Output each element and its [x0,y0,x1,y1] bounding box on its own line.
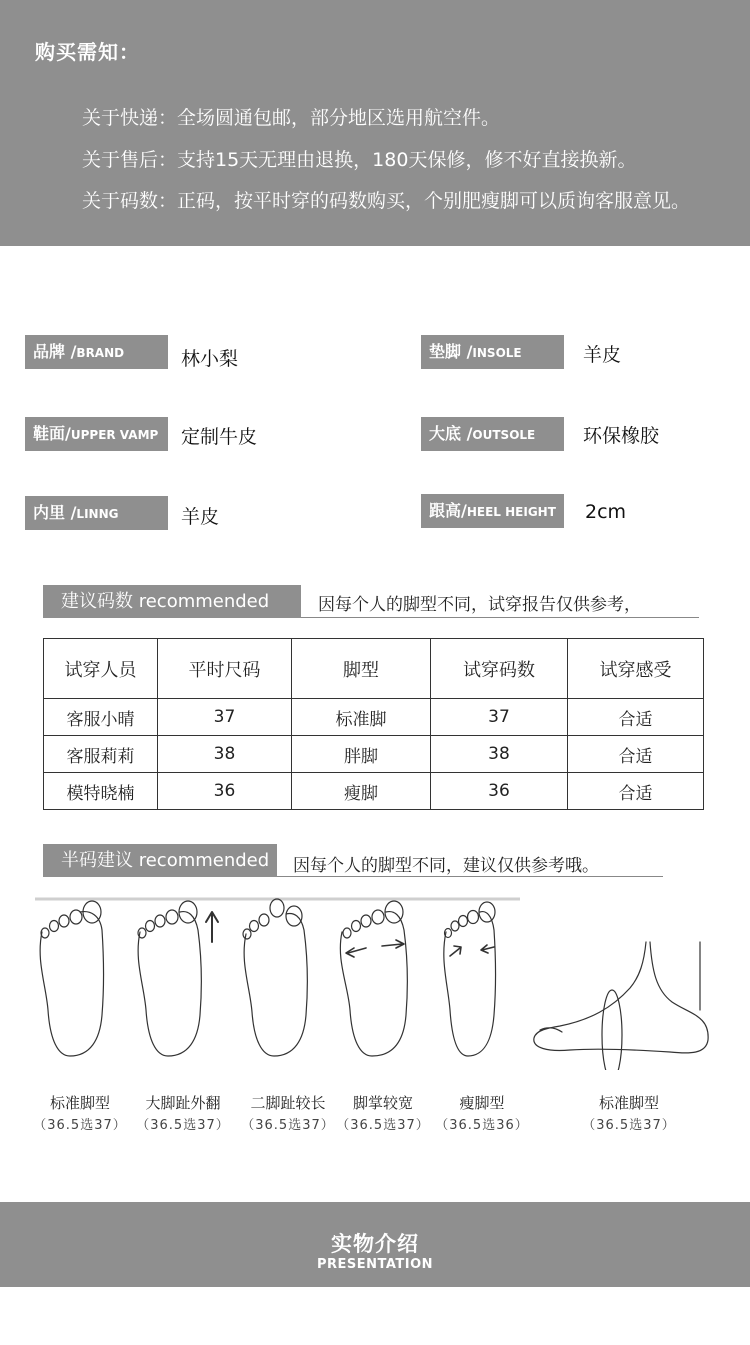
foot-outline-icon [243,899,307,1056]
spec-label-insole: 垫脚 /INSOLE [421,335,564,369]
notice-after-sales: 关于售后：支持15天无理由退换，180天保修，修不好直接换新。 [82,149,637,171]
table-cell: 37 [158,699,292,736]
presentation-banner [0,1202,750,1287]
foot-size-advice: （36.5选37） [241,1118,335,1133]
recommend-note: 因每个人的脚型不同，试穿报告仅供参考， [318,595,641,615]
foot-size-advice: （36.5选37） [582,1118,676,1133]
spec-label-brand: 品牌 /BRAND [25,335,168,369]
foot-caption: 脚掌较宽 [352,1094,413,1112]
half-size-underline [277,876,663,877]
spec-value-lining: 羊皮 [181,506,220,528]
spec-label-lining: 内里 /LINNG [25,496,168,530]
purchase-notice [0,0,750,246]
table-row [44,736,704,773]
table-cell: 36 [431,773,568,810]
spec-value-outsole: 环保橡胶 [583,425,660,447]
size-table [43,638,704,810]
foot-size-advice: （36.5选37） [136,1118,230,1133]
spec-label-heel: 跟高/HEEL HEIGHT [421,494,564,528]
table-cell: 合适 [568,699,704,736]
table-header-row [44,639,704,699]
foot-caption: 标准脚型 [49,1094,110,1112]
notice-shipping: 关于快递：全场圆通包邮，部分地区选用航空件。 [82,107,501,129]
spec-value-insole: 羊皮 [583,344,622,366]
foot-caption: 瘦脚型 [459,1094,505,1112]
spec-value-brand: 林小梨 [181,348,239,370]
table-cell: 38 [158,736,292,773]
notice-sizing: 关于码数：正码，按平时穿的码数购买，个别肥瘦脚可以质询客服意见。 [82,190,691,212]
table-header: 试穿感受 [568,639,704,699]
foot-outline-icon [340,901,407,1056]
foot-caption: 标准脚型 [598,1094,659,1112]
table-header: 试穿人员 [44,639,158,699]
spec-value-heel: 2cm [585,501,627,523]
half-size-bar: 半码建议 recommended [43,844,277,877]
table-cell: 合适 [568,773,704,810]
table-cell: 36 [158,773,292,810]
table-cell: 胖脚 [292,736,431,773]
foot-outline-icon [138,901,218,1056]
table-cell: 瘦脚 [292,773,431,810]
table-header: 脚型 [292,639,431,699]
foot-caption: 二脚趾较长 [250,1094,326,1112]
table-cell: 客服莉莉 [44,736,158,773]
half-size-note: 因每个人的脚型不同，建议仅供参考哦。 [293,856,599,876]
foot-outline-icon [444,902,496,1056]
foot-size-advice: （36.5选37） [33,1118,127,1133]
foot-outline-icon [40,901,103,1056]
spec-label-upper: 鞋面/UPPER VAMP [25,417,168,451]
table-cell: 模特晓楠 [44,773,158,810]
table-cell: 客服小晴 [44,699,158,736]
spec-label-outsole: 大底 /OUTSOLE [421,417,564,451]
table-row [44,773,704,810]
banner-subtitle: PRESENTATION [316,1257,434,1272]
table-row [44,699,704,736]
recommend-bar: 建议码数 recommended [43,585,301,618]
foot-size-advice: （36.5选36） [435,1118,529,1133]
foot-caption: 大脚趾外翻 [145,1094,221,1112]
recommend-underline [301,617,699,618]
table-cell: 合适 [568,736,704,773]
foot-side-view-icon [534,942,708,1070]
table-cell: 37 [431,699,568,736]
spec-value-upper: 定制牛皮 [181,426,258,448]
foot-size-advice: （36.5选37） [336,1118,430,1133]
notice-title: 购买需知： [35,40,140,64]
banner-title: 实物介绍 [331,1232,419,1256]
table-cell: 38 [431,736,568,773]
table-header: 试穿码数 [431,639,568,699]
foot-illustrations [0,890,750,1070]
table-header: 平时尺码 [158,639,292,699]
table-cell: 标准脚 [292,699,431,736]
